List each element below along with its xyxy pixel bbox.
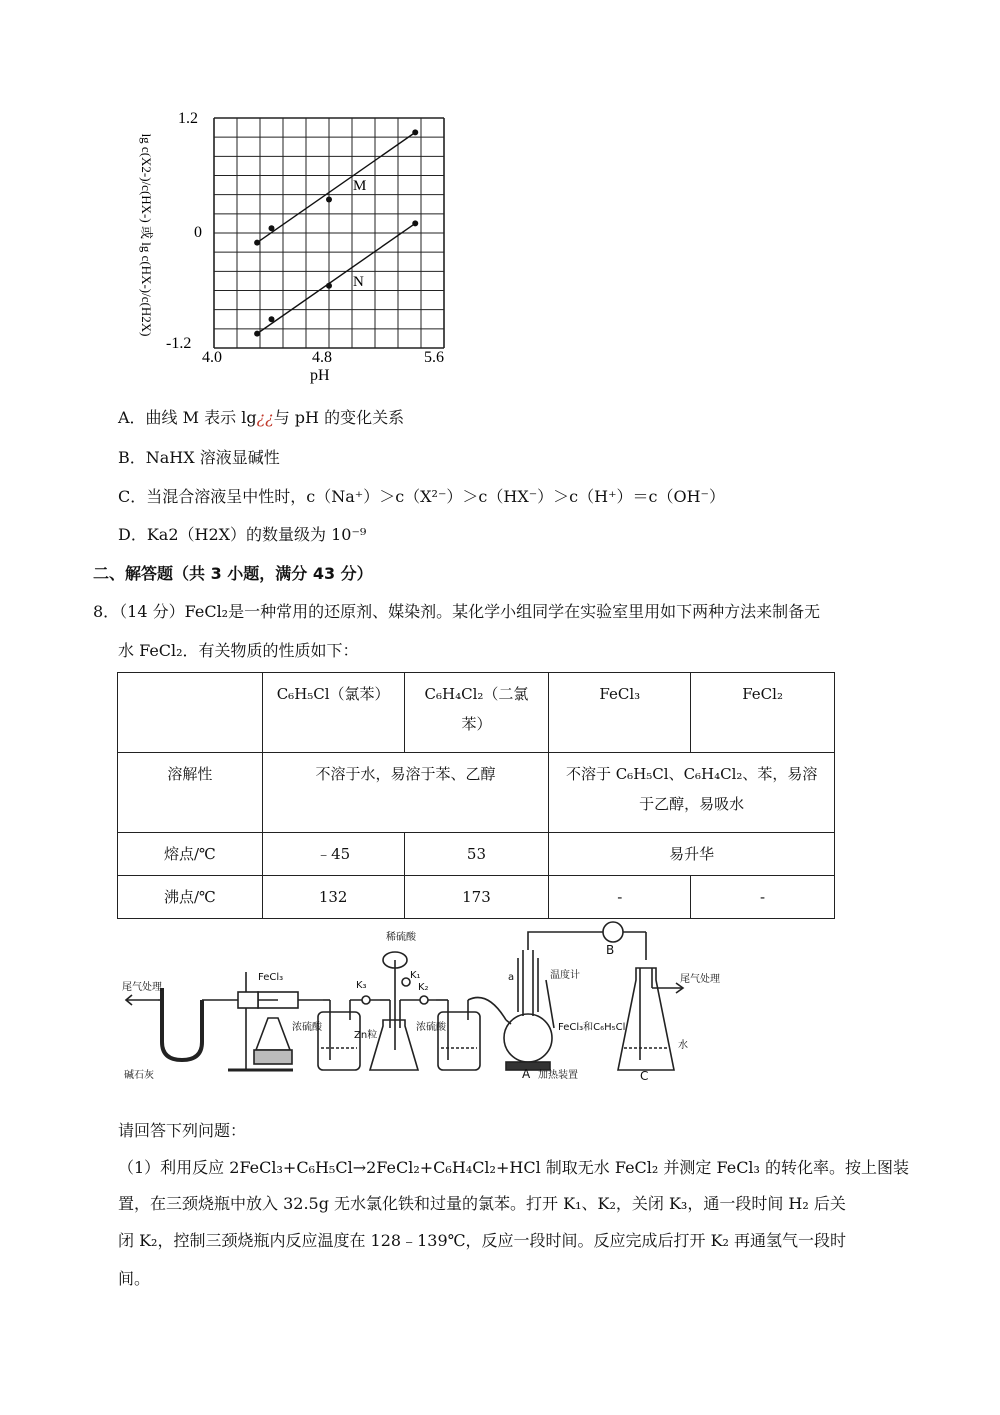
label: C [640, 1069, 649, 1080]
label: 加热装置 [538, 1070, 578, 1080]
label: K₁ [410, 970, 421, 981]
data-point-m [254, 240, 260, 246]
label: 尾气处理 [122, 982, 162, 993]
option-c: C．当混合溶液呈中性时，c（Na⁺）＞c（X²⁻）＞c（HX⁻）＞c（H⁺）＝c（OH⁻） [118, 487, 725, 506]
burner-base [254, 1050, 292, 1064]
label: 碱石灰 [124, 1070, 154, 1080]
table-cell: 溶解性 [118, 753, 263, 833]
question-8-line2: 水 FeCl₂．有关物质的性质如下： [118, 641, 359, 660]
table-cell: 不溶于水，易溶于苯、乙醇 [262, 753, 549, 833]
prompt-text: 请回答下列问题： [118, 1121, 247, 1140]
table-cell: - [549, 876, 691, 919]
x-tick-label: 4.0 [202, 349, 222, 366]
ph-chart [110, 100, 470, 390]
label: B [606, 943, 615, 957]
label: 稀硫酸 [386, 932, 416, 943]
x-tick-label: 4.8 [312, 349, 332, 366]
label: A [522, 1067, 531, 1080]
label: K₃ [356, 980, 367, 991]
option-a-garbled: ¿¿ [256, 408, 274, 427]
table-cell: FeCl₃ [549, 673, 691, 753]
series-label-n: N [353, 274, 364, 290]
table-cell: 易升华 [549, 833, 835, 876]
label: K₂ [418, 982, 429, 993]
cell-text: 苯） [461, 715, 492, 733]
table-row [118, 833, 835, 876]
series-line-n [257, 223, 415, 333]
label: 温度计 [550, 970, 580, 981]
label: 水 [678, 1040, 688, 1051]
valve-k3 [362, 996, 370, 1004]
thermometer-icon [546, 980, 554, 1028]
label: 浓硫酸 [292, 1022, 322, 1033]
three-neck-flask [504, 1014, 552, 1062]
option-d: D．Ka2（H2X）的数量级为 10⁻⁹ [118, 525, 367, 544]
table-cell: 53 [404, 833, 549, 876]
label: FeCl₃和C₆H₅Cl [558, 1022, 626, 1033]
data-point-n [326, 283, 332, 289]
part1-line1: （1）利用反应 2FeCl₃+C₆H₅Cl→2FeCl₂+C₆H₄Cl₂+HCl 制取无水 FeCl₂ 并测定 FeCl₃ 的转化率。按上图装 [118, 1158, 910, 1177]
x-axis-label: pH [310, 367, 330, 384]
wash-bottle-2 [438, 1012, 480, 1070]
data-point-m [269, 225, 275, 231]
part1-line4: 间。 [118, 1269, 151, 1288]
valve-k1 [402, 978, 410, 986]
series-line-m [257, 132, 415, 242]
properties-table [117, 672, 835, 919]
cell-text: 不溶于 C₆H₅Cl、C₆H₄Cl₂、苯，易溶 [565, 765, 818, 783]
y-tick-label: -1.2 [166, 335, 192, 352]
table-cell: ﹣45 [262, 833, 404, 876]
label: Zn粒 [354, 1030, 378, 1041]
data-point-n [412, 220, 418, 226]
drying-tube-b [603, 922, 623, 942]
question-8-line1: 8．（14 分）FeCl₂是一种常用的还原剂、媒染剂。某化学小组同学在实验室里用如下两种方法来制备无 [93, 602, 821, 621]
data-point-m [326, 196, 332, 202]
cell-text: C₆H₄Cl₂（二氯 [424, 685, 529, 703]
burner [256, 1018, 290, 1050]
table-row [118, 753, 835, 833]
label: FeCl₃ [258, 972, 284, 983]
table-cell: 173 [404, 876, 549, 919]
table-cell: 沸点/℃ [118, 876, 263, 919]
valve-k2 [420, 996, 428, 1004]
part1-line2: 置，在三颈烧瓶中放入 32.5g 无水氯化铁和过量的氯苯。打开 K₁、K₂，关闭 K₃，通一段时间 H₂ 后关 [118, 1194, 846, 1213]
erlenmeyer-c [618, 968, 674, 1070]
option-b: B．NaHX 溶液显碱性 [118, 448, 280, 467]
option-a-text: A．曲线 M 表示 lg [118, 408, 257, 427]
label: 浓硫酸 [416, 1022, 446, 1033]
x-tick-label: 5.6 [424, 349, 444, 366]
option-a [118, 405, 404, 428]
cell-text: 于乙醇，易吸水 [639, 795, 745, 813]
data-point-m [412, 129, 418, 135]
wash-bottle-1 [318, 1012, 360, 1070]
table-cell: 132 [262, 876, 404, 919]
table-row [118, 673, 835, 753]
table-cell [404, 673, 549, 753]
data-point-n [254, 331, 260, 337]
option-a-tail: 与 pH 的变化关系 [273, 408, 405, 427]
section-heading: 二、解答题（共 3 小题，满分 43 分） [93, 564, 373, 583]
table-cell [549, 753, 835, 833]
table-cell: - [691, 876, 835, 919]
part1-line3: 闭 K₂，控制三颈烧瓶内反应温度在 128﹣139℃，反应一段时间。反应完成后打开 K₂ 再通氢气一段时 [118, 1231, 847, 1250]
table-cell: FeCl₂ [691, 673, 835, 753]
table-cell [118, 673, 263, 753]
zinc-flask [370, 1020, 418, 1070]
apparatus-diagram [118, 920, 728, 1080]
label: 尾气处理 [680, 974, 720, 985]
table-cell: 熔点/℃ [118, 833, 263, 876]
data-point-n [269, 316, 275, 322]
y-tick-label: 1.2 [178, 110, 198, 127]
table-row [118, 876, 835, 919]
y-axis-label: lg c(X2-)/c(HX-) 或 lg c(HX-)/c(H2X) [139, 133, 154, 337]
u-tube [162, 988, 202, 1060]
table-cell: C₆H₅Cl（氯苯） [262, 673, 404, 753]
chart-grid [214, 118, 444, 348]
series-label-m: M [353, 178, 367, 194]
y-tick-label: 0 [194, 224, 202, 241]
label: a [508, 972, 515, 983]
